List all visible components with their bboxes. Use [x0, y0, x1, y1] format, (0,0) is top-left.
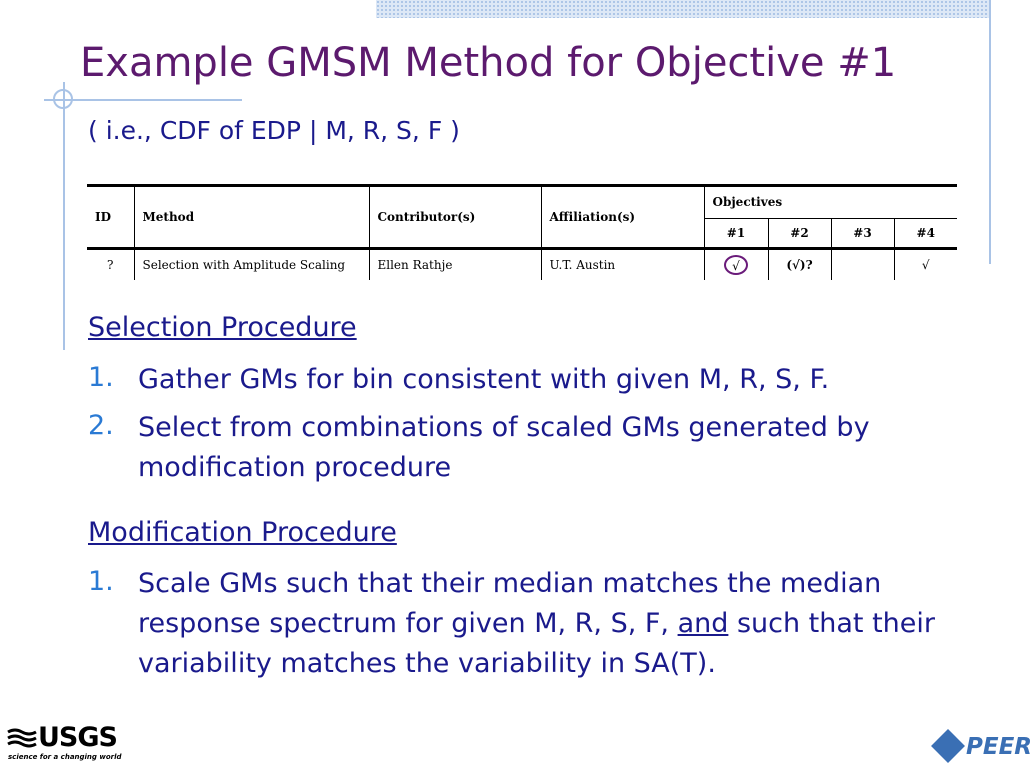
header-method: Method: [134, 186, 369, 249]
slide-title: Example GMSM Method for Objective #1: [80, 40, 897, 86]
header-objectives: Objectives: [704, 186, 957, 219]
peer-wordmark: PEER: [966, 734, 1032, 760]
left-decor-line: [63, 82, 65, 350]
cell-objective-3: [831, 249, 894, 281]
peer-logo: [932, 728, 1032, 764]
header-objective-2: #2: [768, 218, 831, 248]
title-decor-line: [44, 99, 242, 101]
crosshair-decor-icon: [53, 89, 73, 109]
modification-item-1: [138, 564, 968, 684]
peer-diamond-icon: [931, 729, 965, 763]
cell-method: Selection with Amplitude Scaling: [134, 249, 369, 281]
modification-item-1-number: 1.: [88, 566, 114, 597]
cell-objective-2: (√)?: [768, 249, 831, 281]
header-affiliation: Affiliation(s): [541, 186, 704, 249]
header-objective-3: #3: [831, 218, 894, 248]
modification-heading: Modification Procedure: [88, 517, 397, 548]
selection-item-1: Gather GMs for bin consistent with given M, R, S, F.: [138, 364, 830, 395]
cell-affiliation: U.T. Austin: [541, 249, 704, 281]
header-contributor: Contributor(s): [369, 186, 541, 249]
objectives-table: [87, 184, 957, 280]
cell-contributor: Ellen Rathje: [369, 249, 541, 281]
usgs-tagline: science for a changing world: [8, 753, 122, 761]
emphasis-and: and: [677, 608, 729, 639]
header-objective-1: #1: [704, 218, 768, 248]
usgs-wave-icon: [8, 728, 36, 748]
selection-heading: Selection Procedure: [88, 312, 357, 343]
cell-objective-1: [704, 249, 768, 281]
header-id: ID: [87, 186, 134, 249]
selection-item-2: Select from combinations of scaled GMs generated by modification procedure: [138, 412, 870, 483]
header-objective-4: #4: [894, 218, 957, 248]
circled-check-mark: √: [724, 255, 748, 275]
right-decor-line: [989, 0, 991, 264]
table-row: [87, 249, 957, 281]
header-dot-pattern: [376, 0, 990, 18]
usgs-wordmark: USGS: [38, 722, 117, 753]
selection-item-1-number: 1.: [88, 362, 114, 393]
modification-text-end: such that their variability matches the variability in SA(T).: [138, 608, 936, 679]
selection-item-2-number: 2.: [88, 410, 114, 441]
cell-id: ?: [87, 249, 134, 281]
cell-objective-4: √: [894, 249, 957, 281]
usgs-logo: [8, 722, 120, 764]
slide-subtitle: ( i.e., CDF of EDP | M, R, S, F ): [88, 116, 460, 145]
modification-text-start: Scale GMs such that their median matches the median response spectrum for given M, R, S, F,: [138, 568, 882, 639]
